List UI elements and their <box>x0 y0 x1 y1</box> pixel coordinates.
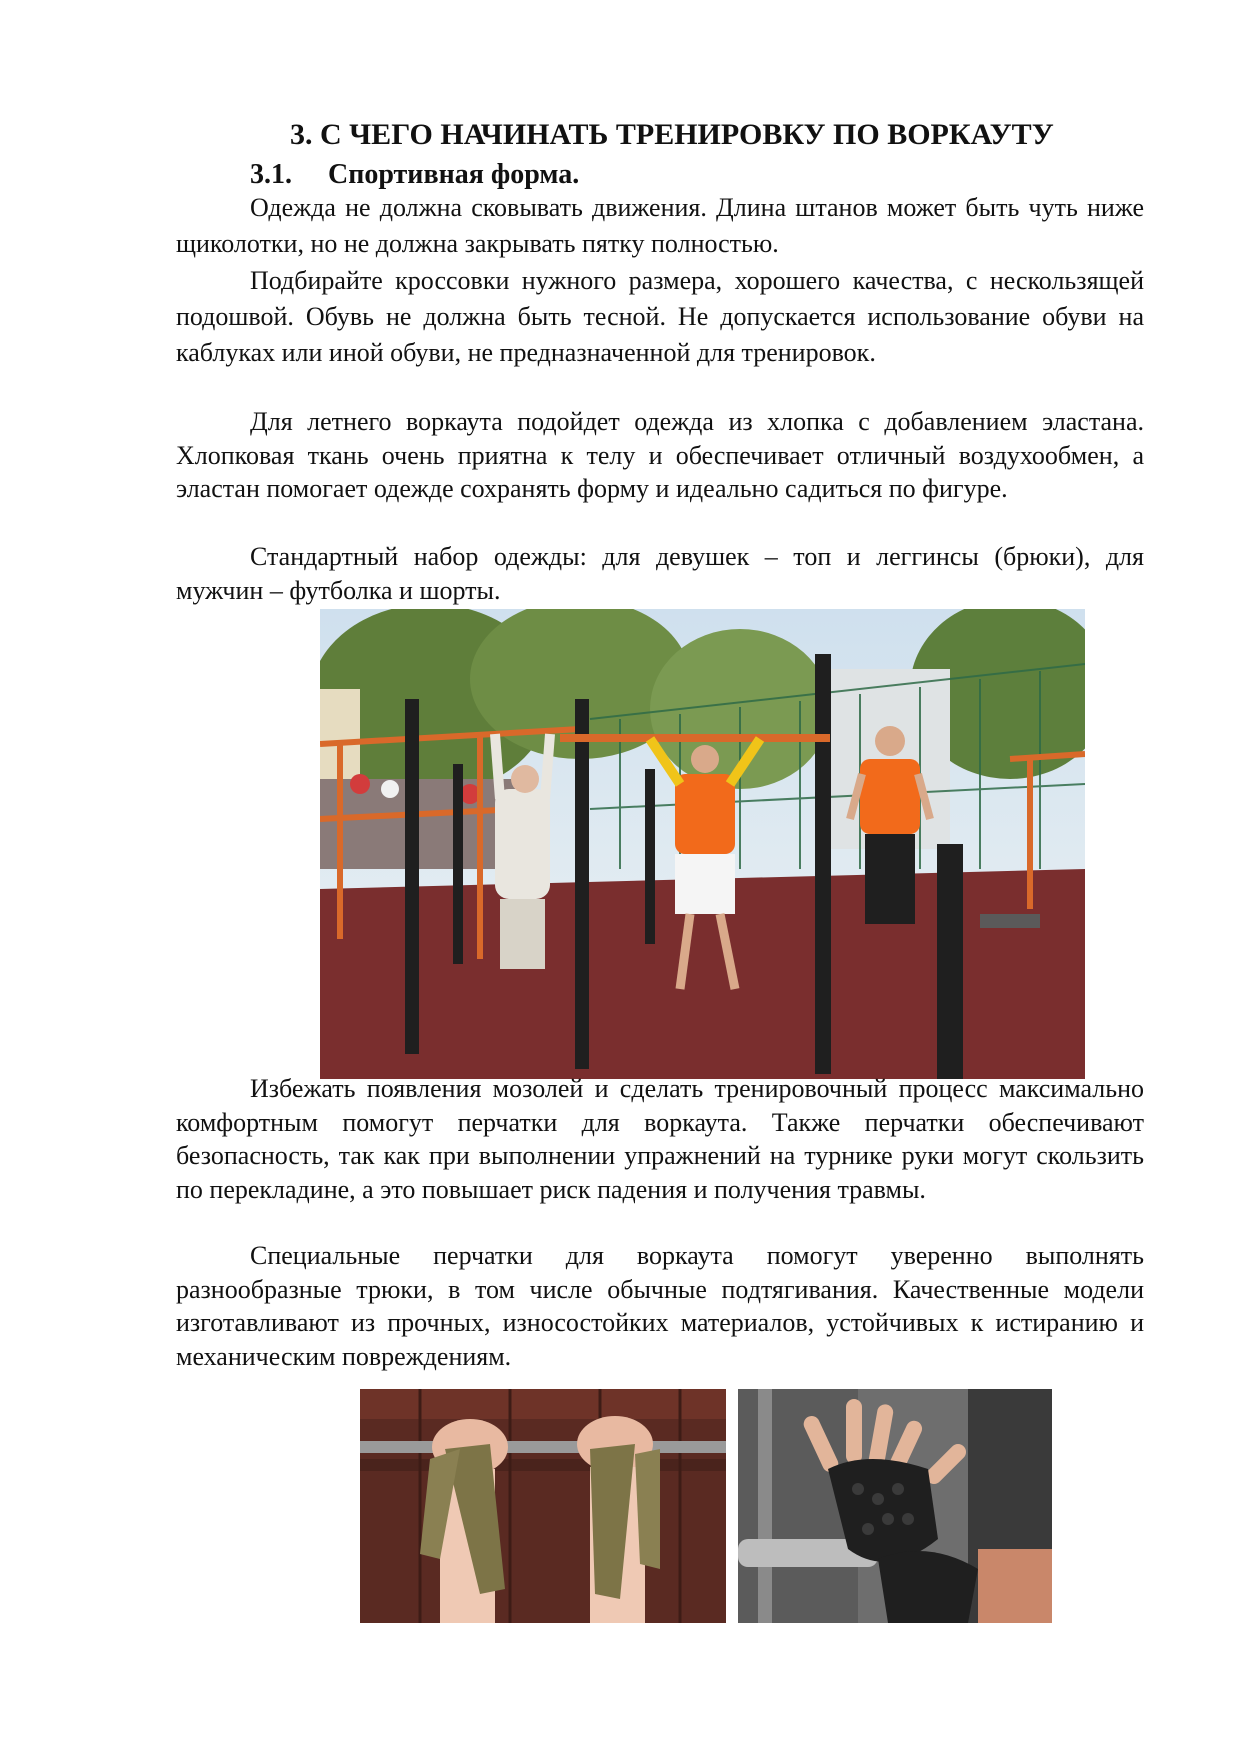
hand-straps-photo <box>360 1389 726 1623</box>
section-title: С ЧЕГО НАЧИНАТЬ ТРЕНИРОВКУ ПО ВОРКАУТУ <box>320 118 1054 151</box>
paragraph-clothing <box>176 190 1144 262</box>
paragraph-gloves-safety <box>176 1072 1144 1206</box>
section-number: 3. <box>290 118 313 151</box>
paragraph-summer-fabric <box>176 405 1144 506</box>
workout-gloves-photo <box>738 1389 1052 1623</box>
paragraph-text: Для летнего воркаута подойдет одежда из хлопка с добавлением эластана. Хлопковая ткань очень приятна к телу и обеспечивает отличный воздухообмен, а эластан помогает одежде сохранять форму и идеально садиться по фигуре. <box>176 407 1144 503</box>
workout-playground-photo <box>320 609 1085 1079</box>
paragraph-text: Стандартный набор одежды: для девушек – топ и леггинсы (брюки), для мужчин – футболка и шорты. <box>176 542 1144 605</box>
section-heading <box>290 118 1054 152</box>
subsection-title: Спортивная форма. <box>328 159 580 190</box>
paragraph-standard-set <box>176 540 1144 607</box>
paragraph-text: Подбирайте кроссовки нужного размера, хорошего качества, с нескользящей подошвой. Обувь не должна быть тесной. Не допускается использование обуви на каблуках или иной обуви, не предназначенной для тренировок. <box>176 266 1144 367</box>
paragraph-gloves-quality <box>176 1239 1144 1373</box>
paragraph-text: Избежать появления мозолей и сделать тренировочный процесс максимально комфортным помогут перчатки для воркаута. Также перчатки обеспечивают безопасность, так как при выполнении упражнений на турнике руки могут скользить по перекладине, а это повышает риск падения и получения травмы. <box>176 1074 1144 1204</box>
subsection-heading <box>250 159 579 191</box>
paragraph-text: Одежда не должна сковывать движения. Длина штанов может быть чуть ниже щиколотки, но не должна закрывать пятку полностью. <box>176 193 1144 258</box>
subsection-number: 3.1. <box>250 159 292 190</box>
paragraph-shoes <box>176 263 1144 371</box>
paragraph-text: Специальные перчатки для воркаута помогут уверенно выполнять разнообразные трюки, в том числе обычные подтягивания. Качественные модели изготавливают из прочных, износостойких материалов, устойчивых к истиранию и механическим повреждениям. <box>176 1241 1144 1371</box>
